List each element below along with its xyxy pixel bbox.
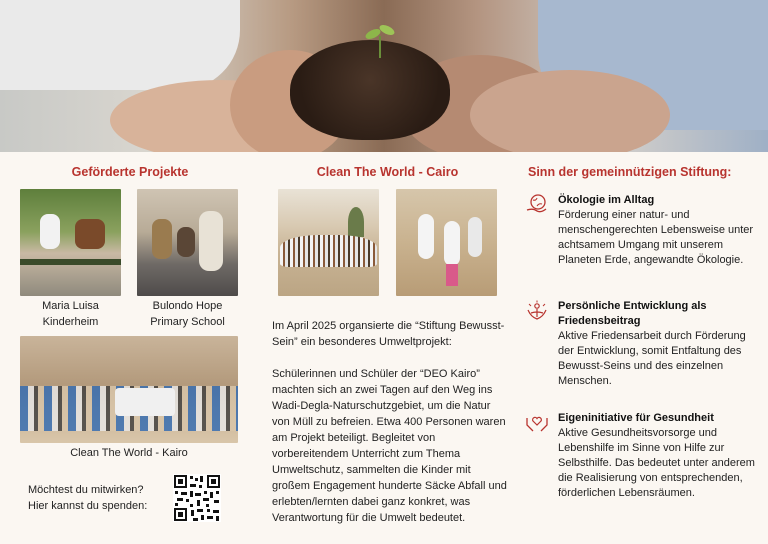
sinn-item-gesundheit <box>558 411 758 501</box>
caption-maria-luisa: Maria Luisa Kinderheim <box>42 300 99 328</box>
caption-bulondo-hope: Bulondo Hope Primary School <box>150 300 225 328</box>
left-column-title: Geförderte Projekte <box>71 165 189 179</box>
hero-sleeve-left <box>0 0 240 90</box>
donate-text: Möchtest du mitwirken? Hier kannst du spenden: <box>28 484 148 512</box>
photo-clean-the-world-kairo <box>20 336 238 443</box>
project-intro-paragraph: Im April 2025 organsierte die “Stiftung Bewusst-Sein” ein besonderes Umweltprojekt: <box>272 320 505 348</box>
right-column-title: Sinn der gemeinnützigen Stiftung: <box>528 165 732 179</box>
sinn-item-text: Förderung einer natur- und menschengerechten Lebensweise unter achtsamem Umgang mit unserem Planeten Erde, angewandte Ökologie. <box>558 209 754 266</box>
middle-column-title: Clean The World - Cairo <box>316 165 459 179</box>
globe-hand-icon <box>525 192 549 216</box>
heart-hands-icon <box>525 410 549 434</box>
photo-cairo-group <box>278 189 379 296</box>
photo-maria-luisa <box>20 189 121 296</box>
sprout-icon <box>360 18 400 58</box>
sinn-item-text: Aktive Friedensarbeit durch Förderung der Entwicklung, somit Entfaltung des Bewusst-Seins und des einzelnen Menschen. <box>558 330 746 387</box>
lotus-person-icon <box>525 300 549 324</box>
project-description-paragraph: Schülerinnen und Schüler der “DEO Kairo” machten sich an zwei Tagen auf den Weg ins Wadi-Degla-Naturschutzgebiet, um die Natur von Müll zu befreien. Etwa 400 Personen waren am Projekt beteiligt. Begleitet von vorbereitendem Unterricht zum Thema Umweltschutz, sammelten die Kinder mit großem Engagement hunderte Säcke Abfall und erlebten/lernten dabei ganz konkret, was Verantwortung für die Umwelt bedeutet. <box>272 368 507 524</box>
sinn-item-heading: Persönliche Entwicklung als Friedensbeitrag <box>558 300 707 327</box>
sinn-item-heading: Eigeninitiative für Gesundheit <box>558 412 714 424</box>
sinn-item-oekologie <box>558 193 758 268</box>
photo-bulondo-hope <box>137 189 238 296</box>
sinn-item-text: Aktive Gesundheitsvorsorge und Lebenshilfe im Sinne von Hilfe zur Selbsthilfe. Das bedeutet unter anderem die Realisierung von entsprechenden, förderlichen Lebensräumen. <box>558 427 755 499</box>
hero-image <box>0 0 768 152</box>
hero-hand <box>470 70 670 152</box>
sinn-item-heading: Ökologie im Alltag <box>558 194 655 206</box>
donation-qr-code[interactable] <box>173 474 221 522</box>
caption-clean-the-world-kairo: Clean The World - Kairo <box>70 447 188 459</box>
sinn-item-entwicklung <box>558 299 758 389</box>
photo-cairo-children <box>396 189 497 296</box>
